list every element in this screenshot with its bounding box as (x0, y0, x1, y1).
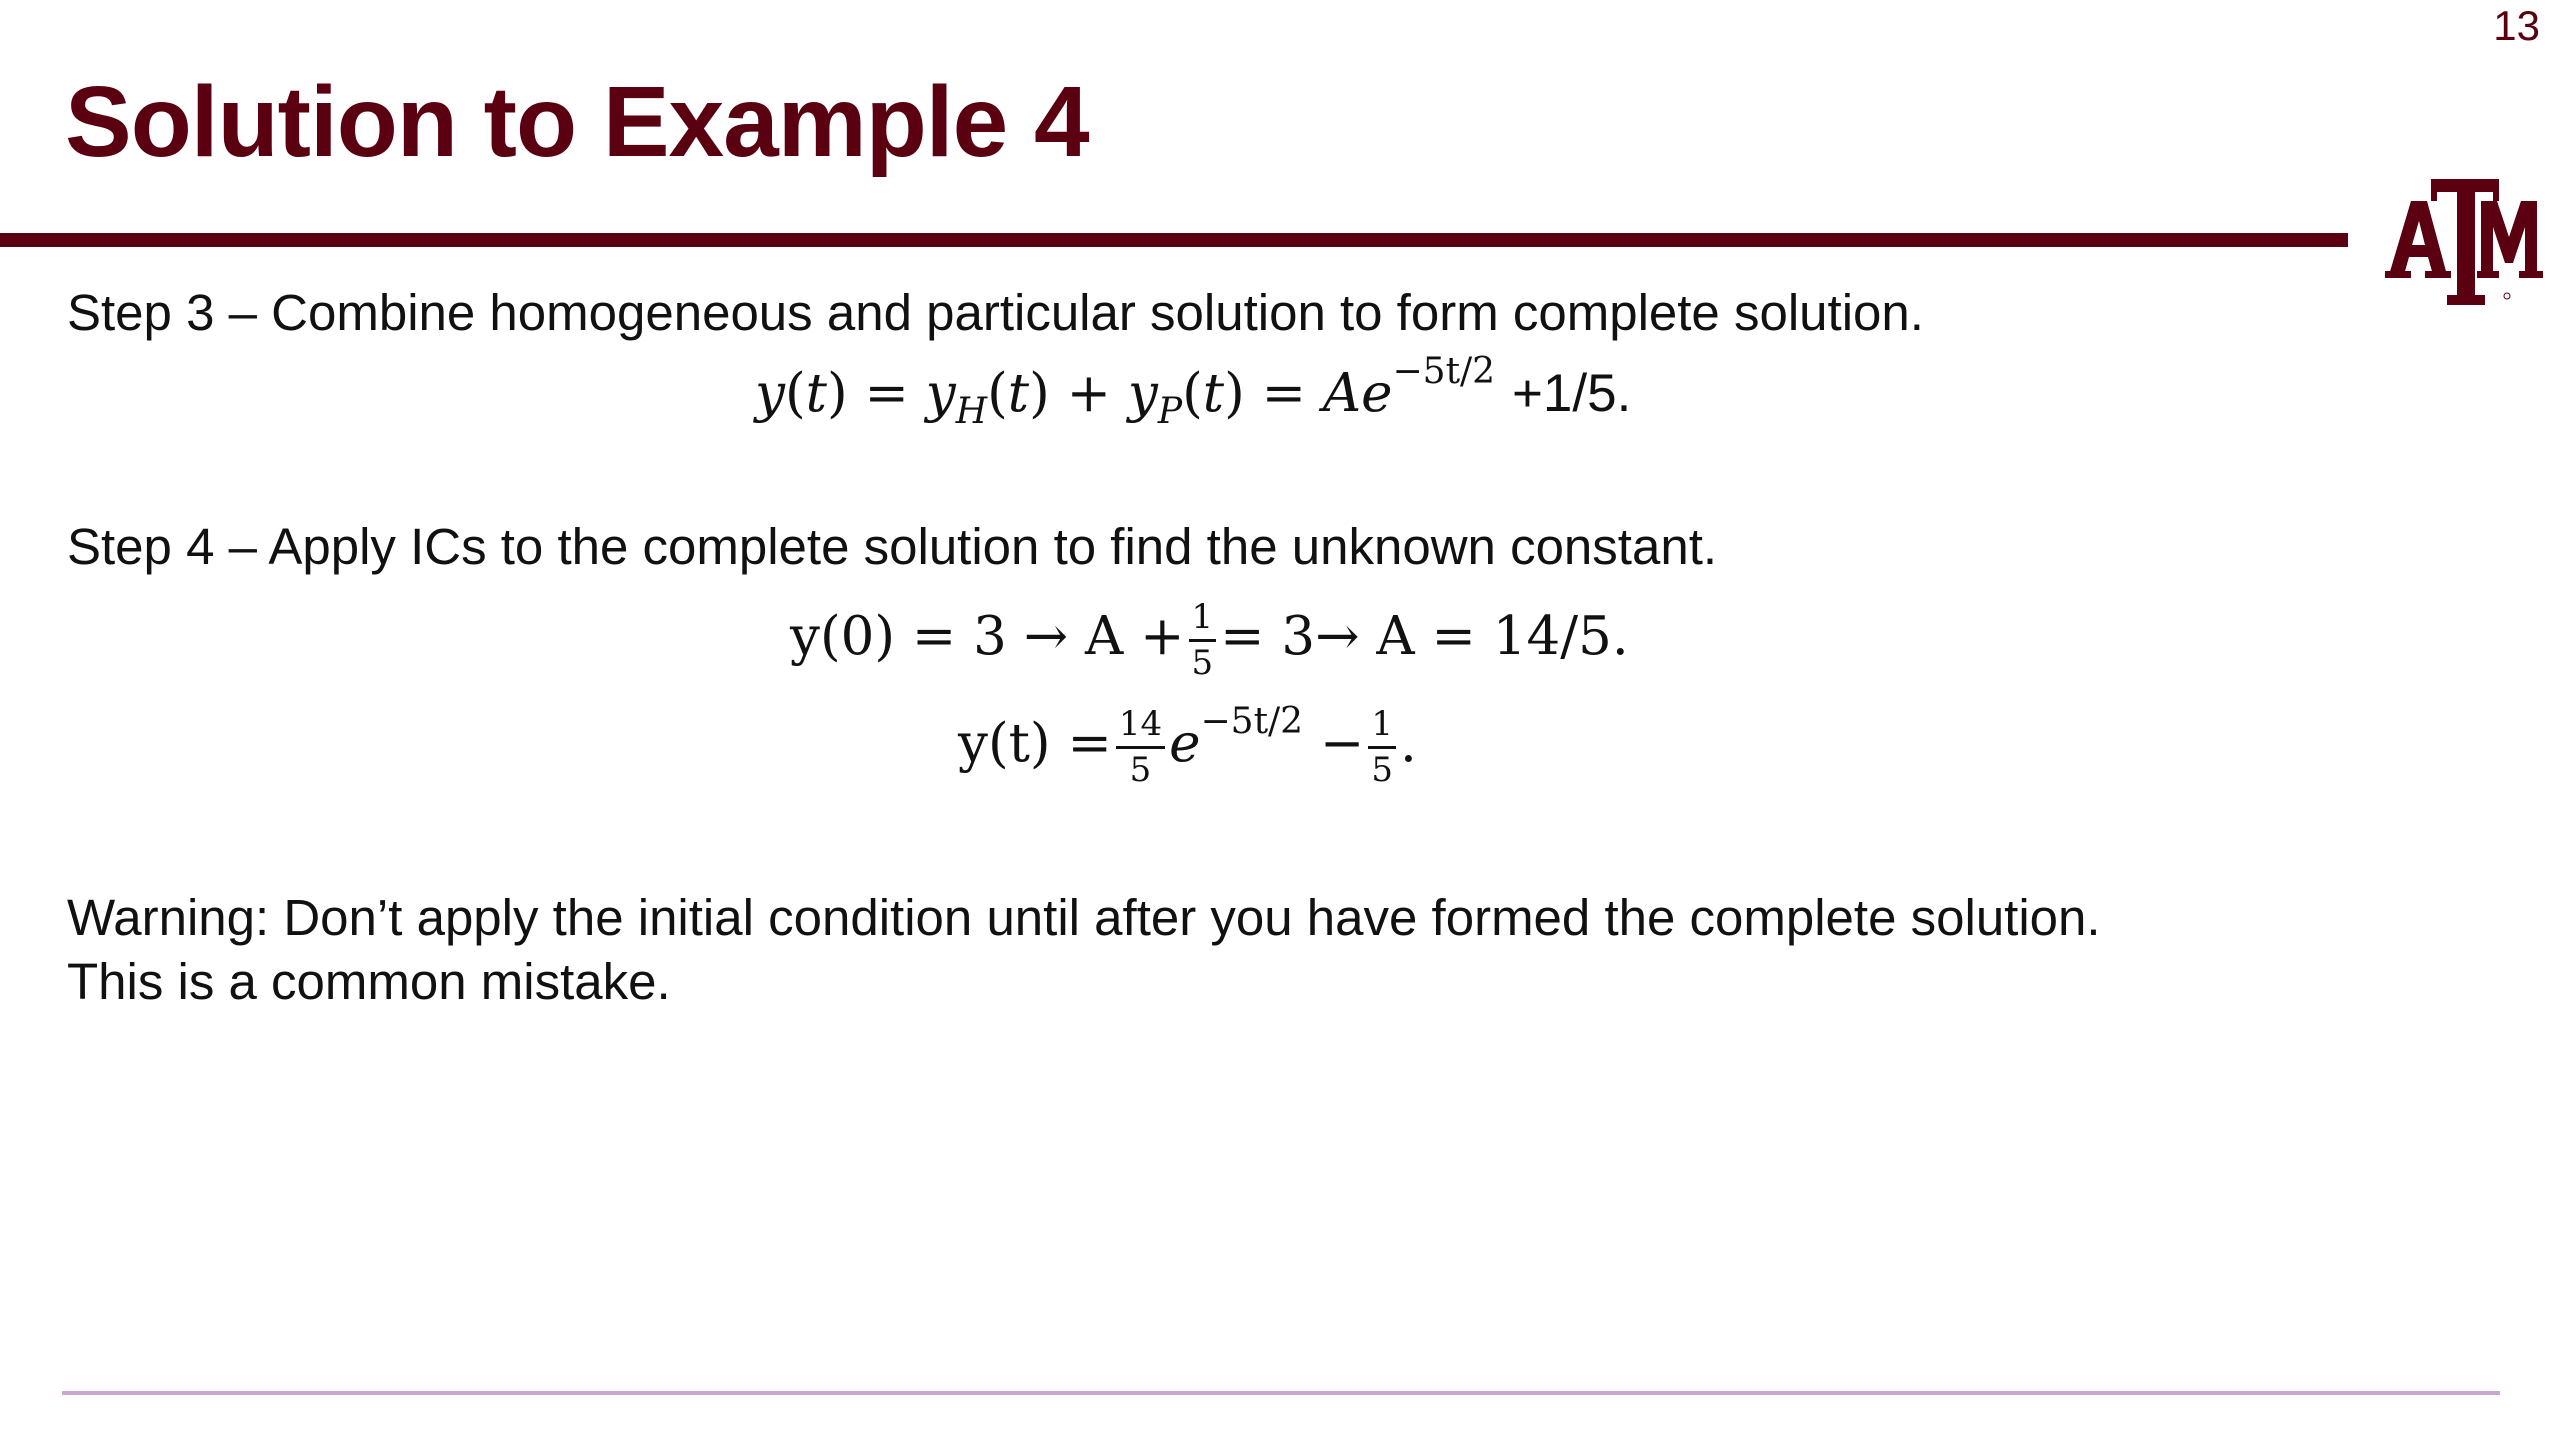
eq-subscript: H (955, 391, 988, 432)
fraction (1116, 705, 1165, 790)
fraction-denominator: 5 (1129, 750, 1152, 791)
title-divider (0, 233, 2348, 247)
warning-line-2: This is a common mistake. (67, 953, 671, 1010)
arrow-icon: → (1315, 606, 1360, 668)
step3-text: Step 3 – Combine homogeneous and particular solution to form complete solution. (67, 284, 1924, 341)
eq-var: y (1127, 363, 1158, 424)
fraction (1189, 598, 1217, 683)
slide-title: Solution to Example 4 (65, 66, 1089, 178)
eq-subscript: P (1157, 391, 1183, 432)
fraction (1368, 705, 1396, 790)
eq-term: = 3 (1220, 606, 1316, 668)
fraction-denominator: 5 (1191, 643, 1214, 684)
fraction-numerator: 14 (1116, 705, 1165, 749)
step4-equation-1 (790, 598, 1629, 683)
eq-exponent: −5t/2 (1392, 351, 1496, 392)
eq-operator: − (1319, 713, 1365, 775)
eq-var: y (755, 363, 785, 424)
eq-var: A (1322, 363, 1362, 424)
eq-tail: +1/5. (1511, 364, 1632, 423)
eq-var: e (1169, 713, 1201, 775)
arrow-icon: → (1023, 606, 1069, 668)
page-number: 13 (2493, 2, 2540, 49)
step4-text: Step 4 – Apply ICs to the complete solution to find the unknown constant. (67, 518, 1718, 575)
eq-var: e (1361, 363, 1393, 424)
step3-equation: $y(t) = y_H(t) + y_P(t) = Ae^{-5t/2} +1/5$. (755, 351, 1632, 432)
atm-logo-icon (2385, 175, 2545, 309)
eq-period: . (1400, 713, 1417, 775)
eq-result: A = 14/5. (1376, 606, 1629, 668)
step4-equation-2 (958, 701, 1417, 791)
eq-var: t (1007, 363, 1030, 424)
eq-term: A + (1084, 606, 1185, 668)
eq-lhs: y(t) = (958, 713, 1112, 775)
eq-var: t (805, 363, 827, 424)
eq-lhs: y(0) = 3 (790, 606, 1007, 668)
warning-line-1: Warning: Don’t apply the initial condition until after you have formed the complete solution. (67, 889, 2101, 946)
eq-var: y (925, 363, 956, 424)
fraction-numerator: 1 (1368, 705, 1396, 749)
footer-divider (62, 1391, 2500, 1395)
fraction-numerator: 1 (1189, 598, 1217, 642)
fraction-denominator: 5 (1371, 750, 1393, 791)
eq-exponent: −5t/2 (1200, 701, 1304, 743)
eq-var: t (1202, 363, 1225, 424)
